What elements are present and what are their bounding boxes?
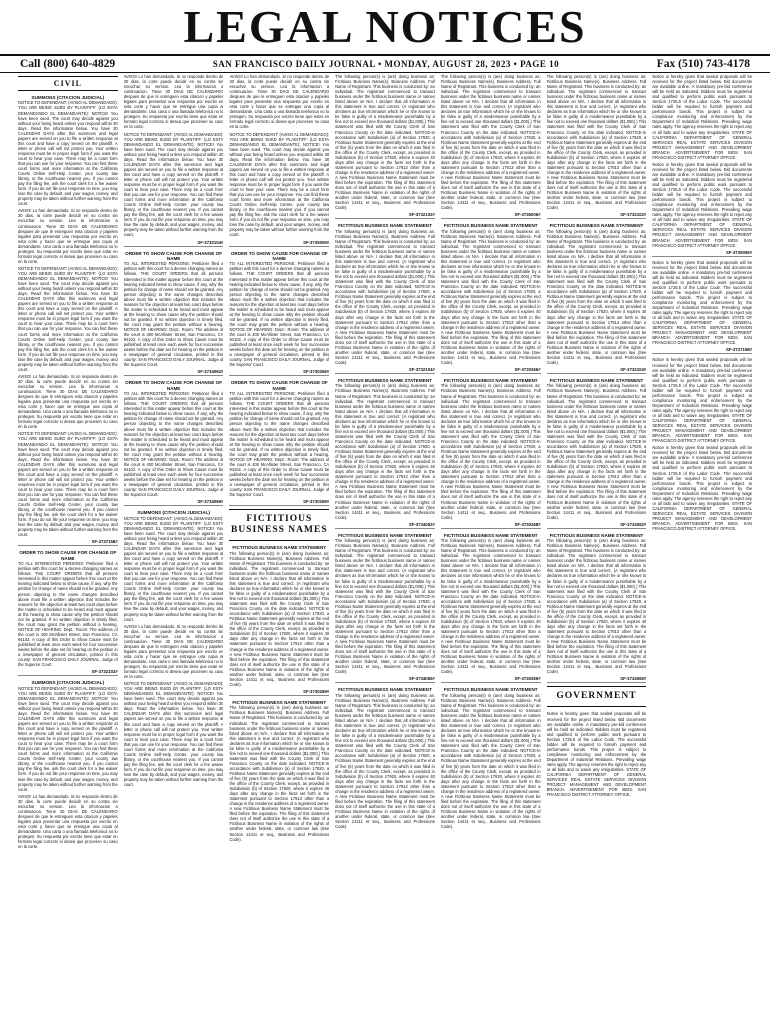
notice-body: The following person(s) is (are) doing business as: Fictitious Business Name(s). Business Address. Full Name of Registrant. This business is conducted by: an individual. The registrant commenced to transact business under the fictitious business name or names listed above on N/A. I declare that all information in this statement is true and correct. (A registrant who declares as true information which he or she knows to be false is guilty of a misdemeanor punishable by a fine not to exceed one thousand dollars ($1,000).) This statement was filed with the County Clerk of San Francisco County on the date indicated. NOTICE-In accordance with Subdivision (a) of Section 17920, a Fictitious Name Statement generally expires at the end of five (5) years from the date on which it was filed in the office of the County Clerk, except, as provided in Subdivision (b) of Section 17920, where it expires 40 days after any change in the facts set forth in the statement pursuant to Section 17913 other than a change in the residence address of a registered owner. A new Fictitious Business Name Statement must be filed before the expiration. The filing of this statement does not of itself authorize the use in this state of a Fictitious Business Name in violation of the rights of another under federal, state, or common law (See Section 14411 et seq., Business and Professions Code). (335, 383, 435, 520)
column-1 (18, 74, 118, 1018)
notice-heading: FICTITIOUS BUSINESS NAME STATEMENT (443, 378, 538, 384)
notice-heading: FICTITIOUS BUSINESS NAME STATEMENT (232, 545, 327, 551)
notice-body: The following person(s) is (are) doing business as: Fictitious Business Name(s). Business Address. Full Name of Registrant. This business is conducted by: an individual. The registrant commenced to transact business under the fictitious business name or names listed above on N/A. I declare that all information in this statement is true and correct. (A registrant who declares as true information which he or she knows to be false is guilty of a misdemeanor punishable by a fine not to exceed one thousand dollars ($1,000).) This statement was filed with the County Clerk of San Francisco County on the date indicated. NOTICE-In accordance with Subdivision (a) of Section 17920, a Fictitious Name Statement generally expires at the end of five (5) years from the date on which it was filed in the office of the County Clerk, except, as provided in Subdivision (b) of Section 17920, where it expires 40 days after any change in the facts set forth in the statement pursuant to Section 17913 other than a change in the residence address of a registered owner. A new Fictitious Business Name Statement must be filed before the expiration. The filing of this statement does not of itself authorize the use in this state of a Fictitious Business Name in violation of the rights of another under federal, state, or common law (See Section 14411 et seq., Business and Professions Code). (335, 74, 435, 211)
ad-number: SF-3732102# (18, 669, 118, 676)
ad-number: SF-3732104# (124, 240, 224, 247)
ad-number: SF-3734062# (547, 522, 647, 529)
ad-number: SF-3732104# (547, 367, 647, 374)
notice-body: TO ALL INTERESTED PERSONS: Petitioner filed a petition with this court for a decree changing names as follows. THE COURT ORDERS that all persons interested in this matter appear before this court at the hearing indicated below to show cause, if any, why the petition for change of name should not be granted. Any person objecting to the name changes described above must file a written objection that includes the reasons for the objection at least two court days before the matter is scheduled to be heard and must appear at the hearing to show cause why the petition should not be granted. If no written objection is timely filed, the court may grant the petition without a hearing. NOTICE OF HEARING: Dept.: Room: The address of the court is 400 McAllister Street, San Francisco, CA 94102. A copy of this Order to Show Cause must be published at least once each week for four successive weeks before the date set for hearing on the petition in a newspaper of general circulation, printed in this county: SAN FRANCISCO DAILY JOURNAL. Judge of the Superior Court. (123, 261, 224, 368)
notice-body: Notice is hereby given that sealed proposals will be received for the project listed below. Bid documents are available online. A mandatory pre-bid conference will be held as indicated. Bidders must be registered and qualified to perform public work pursuant to Section 1725.5 of the Labor Code. The successful bidder will be required to furnish payment and performance bonds. This project is subject to compliance monitoring and enforcement by the Department of Industrial Relations. Prevailing wage rates apply. The agency reserves the right to reject any or all bids and to waive any irregularities. STATE OF CALIFORNIA DEPARTMENT OF GENERAL SERVICES REAL ESTATE SERVICES DIVISION PROJECT MANAGEMENT AND DEVELOPMENT BRANCH. ADVERTISEMENT FOR BIDS. SAN FRANCISCO DISTRICT ATTORNEY OFFICE. (652, 161, 753, 248)
ad-number: SF-3734065# (124, 499, 224, 506)
ad-number: SF-3730268# (229, 499, 329, 506)
info-bar (0, 54, 770, 73)
notice-body: NOTICE TO DEFENDANT: (AVISO AL DEMANDADO): YOU ARE BEING SUED BY PLAINTIFF: (LO ESTA DEMANDANDO EL DEMANDANTE): NOTICE! You have been sued. The court may decide against you without your being heard unless you respond within 30 days. Read the information below. You have 30 CALENDAR DAYS after this summons and legal papers are served on you to file a written response at this court and have a copy served on the plaintiff. A letter or phone call will not protect you. Your written response must be in proper legal form if you want the court to hear your case. There may be a court form that you can use for your response. You can find these court forms and more information at the California Courts Online Self-Help Center, your county law library, or the courthouse nearest you. If you cannot pay the filing fee, ask the court clerk for a fee waiver form. If you do not file your response on time, you may lose the case by default, and your wages, money, and property may be taken without further warning from the court. (18, 685, 118, 792)
notice-heading: ORDER TO SHOW CAUSE FOR CHANGE OF NAME (19, 550, 117, 561)
notice-body: NOTICE TO DEFENDANT: (AVISO AL DEMANDADO): YOU ARE BEING SUED BY PLAINTIFF: (LO ESTA DEMANDANDO EL DEMANDANTE): NOTICE! You have been sued. The court may decide against you without your being heard unless you respond within 30 days. Read the information below. You have 30 CALENDAR DAYS after this summons and legal papers are served on you to file a written response at this court and have a copy served on the plaintiff. A letter or phone call will not protect you. Your written response must be in proper legal form if you want the court to hear your case. There may be a court form that you can use for your response. You can find these court forms and more information at the California Courts Online Self-Help Center, your county law library, or the courthouse nearest you. If you cannot pay the filing fee, ask the court clerk for a fee waiver form. If you do not file your response on time, you may lose the case by default, and your wages, money, and property may be taken without further warning from the court. (18, 265, 118, 372)
ad-number: SF-3734062# (124, 369, 224, 376)
notice-body: AVISO! Lo han demandado. Si no responde dentro de 30 dias, la corte puede decidir en su contra sin escuchar su version. Lea la informacion a continuacion. Tiene 30 DIAS DE CALENDARIO despues de que le entreguen esta citacion y papeles legales para presentar una respuesta por escrito en esta corte y hacer que se entregue una copia al demandante. Una carta o una llamada telefonica no lo protegen. Su respuesta por escrito tiene que estar en formato legal correcto si desea que procesen su caso en la corte. (18, 208, 118, 264)
notice-body: The following person(s) is (are) doing business as: Fictitious Business Name(s). Business Address. Full Name of Registrant. This business is conducted by: an individual. The registrant commenced to transact business under the fictitious business name or names listed above on N/A. I declare that all information in this statement is true and correct. (A registrant who declares as true information which he or she knows to be false is guilty of a misdemeanor punishable by a fine not to exceed one thousand dollars ($1,000).) This statement was filed with the County Clerk of San Francisco County on the date indicated. NOTICE-In accordance with Subdivision (a) of Section 17920, a Fictitious Name Statement generally expires at the end of five (5) years from the date on which it was filed in the office of the County Clerk, except, as provided in Subdivision (b) of Section 17920, where it expires 40 days after any change in the facts set forth in the statement pursuant to Section 17913 other than a change in the residence address of a registered owner. A new Fictitious Business Name Statement must be filed before the expiration. The filing of this statement does not of itself authorize the use in this state of a Fictitious Business Name in violation of the rights of another under federal, state, or common law (See Section 14411 et seq., Business and Professions Code). (229, 705, 330, 842)
notice-body: The following person(s) is (are) doing business as: Fictitious Business Name(s). Business Address. Full Name of Registrant. This business is conducted by: an individual. The registrant commenced to transact business under the fictitious business name or names listed above on N/A. I declare that all information in this statement is true and correct. (A registrant who declares as true information which he or she knows to be false is guilty of a misdemeanor punishable by a fine not to exceed one thousand dollars ($1,000).) This statement was filed with the County Clerk of San Francisco County on the date indicated. NOTICE-In accordance with Subdivision (a) of Section 17920, a Fictitious Name Statement generally expires at the end of five (5) years from the date on which it was filed in the office of the County Clerk, except, as provided in Subdivision (b) of Section 17920, where it expires 40 days after any change in the facts set forth in the statement pursuant to Section 17913 other than a change in the residence address of a registered owner. A new Fictitious Business Name Statement must be filed before the expiration. The filing of this statement does not of itself authorize the use in this state of a Fictitious Business Name in violation of the rights of another under federal, state, or common law (See Section 14411 et seq., Business and Professions Code). (440, 383, 541, 520)
column-3 (229, 74, 329, 1018)
ad-number: SF-3737158# (652, 347, 752, 354)
column-4 (335, 74, 435, 1018)
notice-heading: FICTITIOUS BUSINESS NAME STATEMENT (549, 378, 644, 384)
ad-number: SF-3735006# (441, 212, 541, 219)
notice-body: The following person(s) is (are) doing business as: Fictitious Business Name(s). Business Address. Full Name of Registrant. This business is conducted by: an individual. The registrant commenced to transact business under the fictitious business name or names listed above on N/A. I declare that all information in this statement is true and correct. (A registrant who declares as true information which he or she knows to be false is guilty of a misdemeanor punishable by a fine not to exceed one thousand dollars ($1,000).) This statement was filed with the County Clerk of San Francisco County on the date indicated. NOTICE-In accordance with Subdivision (a) of Section 17920, a Fictitious Name Statement generally expires at the end of five (5) years from the date on which it was filed in the office of the County Clerk, except, as provided in Subdivision (b) of Section 17920, where it expires 40 days after any change in the facts set forth in the statement pursuant to Section 17913 other than a change in the residence address of a registered owner. A new Fictitious Business Name Statement must be filed before the expiration. The filing of this statement does not of itself authorize the use in this state of a Fictitious Business Name in violation of the rights of another under federal, state, or common law (See Section 14411 et seq., Business and Professions Code). (335, 228, 435, 365)
notice-heading: SUMMONS (CITACION JUDICIAL) (137, 510, 210, 516)
ad-number: SF-3730266# (229, 369, 329, 376)
notice-heading: FICTITIOUS BUSINESS NAME STATEMENT (232, 699, 327, 705)
notice-body: TO ALL INTERESTED PERSONS: Petitioner filed a petition with this court for a decree changing names as follows. THE COURT ORDERS that all persons interested in this matter appear before this court at the hearing indicated below to show cause, if any, why the petition for change of name should not be granted. Any person objecting to the name changes described above must file a written objection that includes the reasons for the objection at least two court days before the matter is scheduled to be heard and must appear at the hearing to show cause why the petition should not be granted. If no written objection is timely filed, the court may grant the petition without a hearing. NOTICE OF HEARING: Dept.: Room: The address of the court is 400 McAllister Street, San Francisco, CA 94102. A copy of this Order to Show Cause must be published at least once each week for four successive weeks before the date set for hearing on the petition in a newspaper of general circulation, printed in this county: SAN FRANCISCO DAILY JOURNAL. Judge of the Superior Court. (229, 261, 330, 368)
ad-number: SF-3732102# (335, 212, 435, 219)
notice-body: TO ALL INTERESTED PERSONS: Petitioner filed a petition with this court for a decree changing names as follows. THE COURT ORDERS that all persons interested in this matter appear before this court at the hearing indicated below to show cause, if any, why the petition for change of name should not be granted. Any person objecting to the name changes described above must file a written objection that includes the reasons for the objection at least two court days before the matter is scheduled to be heard and must appear at the hearing to show cause why the petition should not be granted. If no written objection is timely filed, the court may grant the petition without a hearing. NOTICE OF HEARING: Dept.: Room: The address of the court is 400 McAllister Street, San Francisco, CA 94102. A copy of this Order to Show Cause must be published at least once each week for four successive weeks before the date set for hearing on the petition in a newspaper of general circulation, printed in this county: SAN FRANCISCO DAILY JOURNAL. Judge of the Superior Court. (18, 561, 118, 668)
notice-body: AVISO! Lo han demandado. Si no responde dentro de 30 dias, la corte puede decidir en su contra sin escuchar su version. Lea la informacion a continuacion. Tiene 30 DIAS DE CALENDARIO despues de que le entreguen esta citacion y papeles legales para presentar una respuesta por escrito en esta corte y hacer que se entregue una copia al demandante. Una carta o una llamada telefonica no lo protegen. Su respuesta por escrito tiene que estar en formato legal correcto si desea que procesen su caso en la corte. (123, 623, 224, 680)
ad-number: SF-3730266# (441, 367, 541, 374)
notice-body: The following person(s) is (are) doing business as: Fictitious Business Name(s). Business Address. Full Name of Registrant. This business is conducted by: an individual. The registrant commenced to transact business under the fictitious business name or names listed above on N/A. I declare that all information in this statement is true and correct. (A registrant who declares as true information which he or she knows to be false is guilty of a misdemeanor punishable by a fine not to exceed one thousand dollars ($1,000).) This statement was filed with the County Clerk of San Francisco County on the date indicated. NOTICE-In accordance with Subdivision (a) of Section 17920, a Fictitious Name Statement generally expires at the end of five (5) years from the date on which it was filed in the office of the County Clerk, except, as provided in Subdivision (b) of Section 17920, where it expires 40 days after any change in the facts set forth in the statement pursuant to Section 17913 other than a change in the residence address of a registered owner. A new Fictitious Business Name Statement must be filed before the expiration. The filing of this statement does not of itself authorize the use in this state of a Fictitious Business Name in violation of the rights of another under federal, state, or common law (See Section 14411 et seq., Business and Professions Code). (546, 538, 647, 675)
notice-body: AVISO! Lo han demandado. Si no responde dentro de 30 dias, la corte puede decidir en su contra sin escuchar su version. Lea la informacion a continuacion. Tiene 30 DIAS DE CALENDARIO despues de que le entreguen esta citacion y papeles legales para presentar una respuesta por escrito en esta corte y hacer que se entregue una copia al demandante. Una carta o una llamada telefonica no lo protegen. Su respuesta por escrito tiene que estar en formato legal correcto si desea que procesen su caso en la corte. (18, 373, 118, 430)
notice-heading: ORDER TO SHOW CAUSE FOR CHANGE OF NAME (125, 380, 223, 391)
notice-heading: FICTITIOUS BUSINESS NAME STATEMENT (549, 223, 644, 229)
notice-body: NOTICE TO DEFENDANT: (AVISO AL DEMANDADO): YOU ARE BEING SUED BY PLAINTIFF: (LO ESTA DEMANDANDO EL DEMANDANTE): NOTICE! You have been sued. The court may decide against you without your being heard unless you respond within 30 days. Read the information below. You have 30 CALENDAR DAYS after this summons and legal papers are served on you to file a written response at this court and have a copy served on the plaintiff. A letter or phone call will not protect you. Your written response must be in proper legal form if you want the court to hear your case. There may be a court form that you can use for your response. You can find these court forms and more information at the California Courts Online Self-Help Center, your county law library, or the courthouse nearest you. If you cannot pay the filing fee, ask the court clerk for a fee waiver form. If you do not file your response on time, you may lose the case by default, and your wages, money, and property may be taken without further warning from the court. (18, 431, 118, 538)
ad-number: SF-3732102# (547, 212, 647, 219)
fax-number: Fax (510) 743-4178 (656, 58, 750, 70)
column-7 (652, 74, 752, 1018)
notice-columns (18, 74, 752, 1018)
notice-heading: FICTITIOUS BUSINESS NAME STATEMENT (338, 378, 432, 384)
notice-body: AVISO! Lo han demandado. Si no responde dentro de 30 dias, la corte puede decidir en su contra sin escuchar su version. Lea la informacion a continuacion. Tiene 30 DIAS DE CALENDARIO despues de que le entreguen esta citacion y papeles legales para presentar una respuesta por escrito en esta corte y hacer que se entregue una copia al demandante. Una carta o una llamada telefonica no lo protegen. Su respuesta por escrito tiene que estar en formato legal correcto si desea que procesen su caso en la corte. (229, 74, 330, 130)
notice-body: The following person(s) is (are) doing business as: Fictitious Business Name(s). Business Address. Full Name of Registrant. This business is conducted by: an individual. The registrant commenced to transact business under the fictitious business name or names listed above on N/A. I declare that all information in this statement is true and correct. (A registrant who declares as true information which he or she knows to be false is guilty of a misdemeanor punishable by a fine not to exceed one thousand dollars ($1,000).) This statement was filed with the County Clerk of San Francisco County on the date indicated. NOTICE-In accordance with Subdivision (a) of Section 17920, a Fictitious Name Statement generally expires at the end of five (5) years from the date on which it was filed in the office of the County Clerk, except, as provided in Subdivision (b) of Section 17920, where it expires 40 days after any change in the facts set forth in the statement pursuant to Section 17913 other than a change in the residence address of a registered owner. A new Fictitious Business Name Statement must be filed before the expiration. The filing of this statement does not of itself authorize the use in this state of a Fictitious Business Name in violation of the rights of another under federal, state, or common law (See Section 14411 et seq., Business and Professions Code). (440, 74, 541, 211)
notice-heading: ORDER TO SHOW CAUSE FOR CHANGE OF NAME (125, 250, 223, 261)
notice-body: The following person(s) is (are) doing business as: Fictitious Business Name(s). Business Address. Full Name of Registrant. This business is conducted by: an individual. The registrant commenced to transact business under the fictitious business name or names listed above on N/A. I declare that all information in this statement is true and correct. (A registrant who declares as true information which he or she knows to be false is guilty of a misdemeanor punishable by a fine not to exceed one thousand dollars ($1,000).) This statement was filed with the County Clerk of San Francisco County on the date indicated. NOTICE-In accordance with Subdivision (a) of Section 17920, a Fictitious Name Statement generally expires at the end of five (5) years from the date on which it was filed in the office of the County Clerk, except, as provided in Subdivision (b) of Section 17920, where it expires 40 days after any change in the facts set forth in the statement pursuant to Section 17913 other than a change in the residence address of a registered owner. A new Fictitious Business Name Statement must be filed before the expiration. The filing of this statement does not of itself authorize the use in this state of a Fictitious Business Name in violation of the rights of another under federal, state, or common law (See Section 14411 et seq., Business and Professions Code). (546, 383, 647, 520)
edition-info: SAN FRANCISCO DAILY JOURNAL • MONDAY, AUGUST 28, 2023 • PAGE 10 (212, 59, 560, 69)
notice-heading: FICTITIOUS BUSINESS NAME STATEMENT (338, 687, 432, 693)
ad-number: SF-3732104# (335, 367, 435, 374)
notice-body: Notice is hereby given that sealed proposals will be received for the project listed below. Bid documents are available online. A mandatory pre-bid conference will be held as indicated. Bidders must be registered and qualified to perform public work pursuant to Section 1725.5 of the Labor Code. The successful bidder will be required to furnish payment and performance bonds. This project is subject to compliance monitoring and enforcement by the Department of Industrial Relations. Prevailing wage rates apply. The agency reserves the right to reject any or all bids and to waive any irregularities. STATE OF CALIFORNIA DEPARTMENT OF GENERAL SERVICES REAL ESTATE SERVICES DIVISION PROJECT MANAGEMENT AND DEVELOPMENT BRANCH. ADVERTISEMENT FOR BIDS. SAN FRANCISCO DISTRICT ATTORNEY OFFICE. (652, 259, 753, 346)
ad-number: SF-3730269# (441, 676, 541, 683)
notice-heading: ORDER TO SHOW CAUSE FOR CHANGE OF NAME (230, 380, 328, 391)
notice-body: The following person(s) is (are) doing business as: Fictitious Business Name(s). Business Address. Full Name of Registrant. This business is conducted by: an individual. The registrant commenced to transact business under the fictitious business name or names listed above on N/A. I declare that all information in this statement is true and correct. (A registrant who declares as true information which he or she knows to be false is guilty of a misdemeanor punishable by a fine not to exceed one thousand dollars ($1,000).) This statement was filed with the County Clerk of San Francisco County on the date indicated. NOTICE-In accordance with Subdivision (a) of Section 17920, a Fictitious Name Statement generally expires at the end of five (5) years from the date on which it was filed in the office of the County Clerk, except, as provided in Subdivision (b) of Section 17920, where it expires 40 days after any change in the facts set forth in the statement pursuant to Section 17913 other than a change in the residence address of a registered owner. A new Fictitious Business Name Statement must be filed before the expiration. The filing of this statement does not of itself authorize the use in this state of a Fictitious Business Name in violation of the rights of another under federal, state, or common law (See Section 14411 et seq., Business and Professions Code). (440, 228, 541, 365)
notice-body: AVISO! Lo han demandado. Si no responde dentro de 30 dias, la corte puede decidir en su contra sin escuchar su version. Lea la informacion a continuacion. Tiene 30 DIAS DE CALENDARIO despues de que le entreguen esta citacion y papeles legales para presentar una respuesta por escrito en esta corte y hacer que se entregue una copia al demandante. Una carta o una llamada telefonica no lo protegen. Su respuesta por escrito tiene que estar en formato legal correcto si desea que procesen su caso en la corte. (123, 74, 224, 130)
notice-body: NOTICE TO DEFENDANT: (AVISO AL DEMANDADO): YOU ARE BEING SUED BY PLAINTIFF: (LO ESTA DEMANDANDO EL DEMANDANTE): NOTICE! You have been sued. The court may decide against you without your being heard unless you respond within 30 days. Read the information below. You have 30 CALENDAR DAYS after this summons and legal papers are served on you to file a written response at this court and have a copy served on the plaintiff. A letter or phone call will not protect you. Your written response must be in proper legal form if you want the court to hear your case. There may be a court form that you can use for your response. You can find these court forms and more information at the California Courts Online Self-Help Center, your county law library, or the courthouse nearest you. If you cannot pay the filing fee, ask the court clerk for a fee waiver form. If you do not file your response on time, you may lose the case by default, and your wages, money, and property may be taken without further warning from the court. (123, 131, 224, 238)
ad-number: SF-3730268# (441, 522, 541, 529)
notice-body: NOTICE TO DEFENDANT: (AVISO AL DEMANDADO): YOU ARE BEING SUED BY PLAINTIFF: (LO ESTA DEMANDANDO EL DEMANDANTE): NOTICE! You have been sued. The court may decide against you without your being heard unless you respond within 30 days. Read the information below. You have 30 CALENDAR DAYS after this summons and legal papers are served on you to file a written response at this court and have a copy served on the plaintiff. A letter or phone call will not protect you. Your written response must be in proper legal form if you want the court to hear your case. There may be a court form that you can use for your response. You can find these court forms and more information at the California Courts Online Self-Help Center, your county law library, or the courthouse nearest you. If you cannot pay the filing fee, ask the court clerk for a fee waiver form. If you do not file your response on time, you may lose the case by default, and your wages, money, and property may be taken without further warning from the court. (18, 100, 118, 207)
notice-body: Notice is hereby given that sealed proposals will be received for the project listed below. Bid documents are available online. A mandatory pre-bid conference will be held as indicated. Bidders must be registered and qualified to perform public work pursuant to Section 1725.5 of the Labor Code. The successful bidder will be required to furnish payment and performance bonds. This project is subject to compliance monitoring and enforcement by the Department of Industrial Relations. Prevailing wage rates apply. The agency reserves the right to reject any or all bids and to waive any irregularities. STATE OF CALIFORNIA DEPARTMENT OF GENERAL SERVICES REAL ESTATE SERVICES DIVISION PROJECT MANAGEMENT AND DEVELOPMENT BRANCH. ADVERTISEMENT FOR BIDS. SAN FRANCISCO DISTRICT ATTORNEY OFFICE. (546, 711, 647, 798)
notice-body: The following person(s) is (are) doing business as: Fictitious Business Name(s). Business Address. Full Name of Registrant. This business is conducted by: an individual. The registrant commenced to transact business under the fictitious business name or names listed above on N/A. I declare that all information in this statement is true and correct. (A registrant who declares as true information which he or she knows to be false is guilty of a misdemeanor punishable by a fine not to exceed one thousand dollars ($1,000).) This statement was filed with the County Clerk of San Francisco County on the date indicated. NOTICE-In accordance with Subdivision (a) of Section 17920, a Fictitious Name Statement generally expires at the end of five (5) years from the date on which it was filed in the office of the County Clerk, except, as provided in Subdivision (b) of Section 17920, where it expires 40 days after any change in the facts set forth in the statement pursuant to Section 17913 other than a change in the residence address of a registered owner. A new Fictitious Business Name Statement must be filed before the expiration. The filing of this statement does not of itself authorize the use in this state of a Fictitious Business Name in violation of the rights of another under federal, state, or common law (See Section 14411 et seq., Business and Professions Code). (440, 692, 541, 830)
notice-heading: FICTITIOUS BUSINESS NAME STATEMENT (443, 532, 538, 538)
column-6 (547, 74, 647, 1018)
notice-heading: FICTITIOUS BUSINESS NAME STATEMENT (549, 532, 644, 538)
notice-body: The following person(s) is (are) doing business as: Fictitious Business Name(s). Business Address. Full Name of Registrant. This business is conducted by: an individual. The registrant commenced to transact business under the fictitious business name or names listed above on N/A. I declare that all information in this statement is true and correct. (A registrant who declares as true information which he or she knows to be false is guilty of a misdemeanor punishable by a fine not to exceed one thousand dollars ($1,000).) This statement was filed with the County Clerk of San Francisco County on the date indicated. NOTICE-In accordance with Subdivision (a) of Section 17920, a Fictitious Name Statement generally expires at the end of five (5) years from the date on which it was filed in the office of the County Clerk, except, as provided in Subdivision (b) of Section 17920, where it expires 40 days after any change in the facts set forth in the statement pursuant to Section 17913 other than a change in the residence address of a registered owner. A new Fictitious Business Name Statement must be filed before the expiration. The filing of this statement does not of itself authorize the use in this state of a Fictitious Business Name in violation of the rights of another under federal, state, or common law (See Section 14411 et seq., Business and Professions Code). (546, 74, 647, 211)
notice-heading: FICTITIOUS BUSINESS NAME STATEMENT (443, 223, 538, 229)
notice-body: The following person(s) is (are) doing business as: Fictitious Business Name(s). Business Address. Full Name of Registrant. This business is conducted by: an individual. The registrant commenced to transact business under the fictitious business name or names listed above on N/A. I declare that all information in this statement is true and correct. (A registrant who declares as true information which he or she knows to be false is guilty of a misdemeanor punishable by a fine not to exceed one thousand dollars ($1,000).) This statement was filed with the County Clerk of San Francisco County on the date indicated. NOTICE-In accordance with Subdivision (a) of Section 17920, a Fictitious Name Statement generally expires at the end of five (5) years from the date on which it was filed in the office of the County Clerk, except, as provided in Subdivision (b) of Section 17920, where it expires 40 days after any change in the facts set forth in the statement pursuant to Section 17913 other than a change in the residence address of a registered owner. A new Fictitious Business Name Statement must be filed before the expiration. The filing of this statement does not of itself authorize the use in this state of a Fictitious Business Name in violation of the rights of another under federal, state, or common law (See Section 14411 et seq., Business and Professions Code). (546, 228, 647, 365)
notice-body: Notice is hereby given that sealed proposals will be received for the project listed below. Bid documents are available online. A mandatory pre-bid conference will be held as indicated. Bidders must be registered and qualified to perform public work pursuant to Section 1725.5 of the Labor Code. The successful bidder will be required to furnish payment and performance bonds. This project is subject to compliance monitoring and enforcement by the Department of Industrial Relations. Prevailing wage rates apply. The agency reserves the right to reject any or all bids and to waive any irregularities. STATE OF CALIFORNIA DEPARTMENT OF GENERAL SERVICES REAL ESTATE SERVICES DIVISION PROJECT MANAGEMENT AND DEVELOPMENT BRANCH. ADVERTISEMENT FOR BIDS. SAN FRANCISCO DISTRICT ATTORNEY OFFICE. (652, 357, 753, 444)
section-header-government: GOVERNMENT (547, 686, 647, 707)
masthead (0, 0, 770, 54)
ad-number: SF-3737158# (18, 539, 118, 546)
notice-body: TO ALL INTERESTED PERSONS: Petitioner filed a petition with this court for a decree changing names as follows. THE COURT ORDERS that all persons interested in this matter appear before this court at the hearing indicated below to show cause, if any, why the petition for change of name should not be granted. Any person objecting to the name changes described above must file a written objection that includes the reasons for the objection at least two court days before the matter is scheduled to be heard and must appear at the hearing to show cause why the petition should not be granted. If no written objection is timely filed, the court may grant the petition without a hearing. NOTICE OF HEARING: Dept.: Room: The address of the court is 400 McAllister Street, San Francisco, CA 94102. A copy of this Order to Show Cause must be published at least once each week for four successive weeks before the date set for hearing on the petition in a newspaper of general circulation, printed in this county: SAN FRANCISCO DAILY JOURNAL. Judge of the Superior Court. (123, 391, 224, 498)
section-header-civil: CIVIL (18, 76, 118, 91)
notice-body: TO ALL INTERESTED PERSONS: Petitioner filed a petition with this court for a decree changing names as follows. THE COURT ORDERS that all persons interested in this matter appear before this court at the hearing indicated below to show cause, if any, why the petition for change of name should not be granted. Any person objecting to the name changes described above must file a written objection that includes the reasons for the objection at least two court days before the matter is scheduled to be heard and must appear at the hearing to show cause why the petition should not be granted. If no written objection is timely filed, the court may grant the petition without a hearing. NOTICE OF HEARING: Dept.: Room: The address of the court is 400 McAllister Street, San Francisco, CA 94102. A copy of this Order to Show Cause must be published at least once each week for four successive weeks before the date set for hearing on the petition in a newspaper of general circulation, printed in this county: SAN FRANCISCO DAILY JOURNAL. Judge of the Superior Court. (229, 391, 330, 498)
notice-body: NOTICE TO DEFENDANT: (AVISO AL DEMANDADO): YOU ARE BEING SUED BY PLAINTIFF: (LO ESTA DEMANDANDO EL DEMANDANTE): NOTICE! You have been sued. The court may decide against you without your being heard unless you respond within 30 days. Read the information below. You have 30 CALENDAR DAYS after this summons and legal papers are served on you to file a written response at this court and have a copy served on the plaintiff. A letter or phone call will not protect you. Your written response must be in proper legal form if you want the court to hear your case. There may be a court form that you can use for your response. You can find these court forms and more information at the California Courts Online Self-Help Center, your county law library, or the courthouse nearest you. If you cannot pay the filing fee, ask the court clerk for a fee waiver form. If you do not file your response on time, you may lose the case by default, and your wages, money, and property may be taken without further warning from the court. (229, 131, 330, 238)
notice-body: NOTICE TO DEFENDANT: (AVISO AL DEMANDADO): YOU ARE BEING SUED BY PLAINTIFF: (LO ESTA DEMANDANDO EL DEMANDANTE): NOTICE! You have been sued. The court may decide against you without your being heard unless you respond within 30 days. Read the information below. You have 30 CALENDAR DAYS after this summons and legal papers are served on you to file a written response at this court and have a copy served on the plaintiff. A letter or phone call will not protect you. Your written response must be in proper legal form if you want the court to hear your case. There may be a court form that you can use for your response. You can find these court forms and more information at the California Courts Online Self-Help Center, your county law library, or the courthouse nearest you. If you cannot pay the filing fee, ask the court clerk for a fee waiver form. If you do not file your response on time, you may lose the case by default, and your wages, money, and property may be taken without further warning from the court. (123, 681, 224, 788)
notice-heading: SUMMONS (CITACION JUDICIAL) (31, 680, 105, 686)
notice-body: NOTICE TO DEFENDANT: (AVISO AL DEMANDADO): YOU ARE BEING SUED BY PLAINTIFF: (LO ESTA DEMANDANDO EL DEMANDANTE): NOTICE! You have been sued. The court may decide against you without your being heard unless you respond within 30 days. Read the information below. You have 30 CALENDAR DAYS after this summons and legal papers are served on you to file a written response at this court and have a copy served on the plaintiff. A letter or phone call will not protect you. Your written response must be in proper legal form if you want the court to hear your case. There may be a court form that you can use for your response. You can find these court forms and more information at the California Courts Online Self-Help Center, your county law library, or the courthouse nearest you. If you cannot pay the filing fee, ask the court clerk for a fee waiver form. If you do not file your response on time, you may lose the case by default, and your wages, money, and property may be taken without further warning from the court. (123, 515, 224, 622)
notice-heading: FICTITIOUS BUSINESS NAME STATEMENT (338, 223, 432, 229)
notice-body: Notice is hereby given that sealed proposals will be received for the project listed below. Bid documents are available online. A mandatory pre-bid conference will be held as indicated. Bidders must be registered and qualified to perform public work pursuant to Section 1725.5 of the Labor Code. The successful bidder will be required to furnish payment and performance bonds. This project is subject to compliance monitoring and enforcement by the Department of Industrial Relations. Prevailing wage rates apply. The agency reserves the right to reject any or all bids and to waive any irregularities. STATE OF CALIFORNIA DEPARTMENT OF GENERAL SERVICES REAL ESTATE SERVICES DIVISION PROJECT MANAGEMENT AND DEVELOPMENT BRANCH. ADVERTISEMENT FOR BIDS. SAN FRANCISCO DISTRICT ATTORNEY OFFICE. (652, 445, 753, 532)
ad-number: SF-3734065# (335, 676, 435, 683)
masthead-title: LEGAL NOTICES (183, 1, 587, 52)
notice-body: The following person(s) is (are) doing business as: Fictitious Business Name(s). Business Address. Full Name of Registrant. This business is conducted by: an individual. The registrant commenced to transact business under the fictitious business name or names listed above on N/A. I declare that all information in this statement is true and correct. (A registrant who declares as true information which he or she knows to be false is guilty of a misdemeanor punishable by a fine not to exceed one thousand dollars ($1,000).) This statement was filed with the County Clerk of San Francisco County on the date indicated. NOTICE-In accordance with Subdivision (a) of Section 17920, a Fictitious Name Statement generally expires at the end of five (5) years from the date on which it was filed in the office of the County Clerk, except, as provided in Subdivision (b) of Section 17920, where it expires 40 days after any change in the facts set forth in the statement pursuant to Section 17913 other than a change in the residence address of a registered owner. A new Fictitious Business Name Statement must be filed before the expiration. The filing of this statement does not of itself authorize the use in this state of a Fictitious Business Name in violation of the rights of another under federal, state, or common law (See Section 14411 et seq., Business and Professions Code). (335, 538, 435, 675)
ad-number: SF-3735006# (652, 250, 752, 257)
ad-number: SF-3734062# (335, 522, 435, 529)
notice-body: The following person(s) is (are) doing business as: Fictitious Business Name(s). Business Address. Full Name of Registrant. This business is conducted by: an individual. The registrant commenced to transact business under the fictitious business name or names listed above on N/A. I declare that all information in this statement is true and correct. (A registrant who declares as true information which he or she knows to be false is guilty of a misdemeanor punishable by a fine not to exceed one thousand dollars ($1,000).) This statement was filed with the County Clerk of San Francisco County on the date indicated. NOTICE-In accordance with Subdivision (a) of Section 17920, a Fictitious Name Statement generally expires at the end of five (5) years from the date on which it was filed in the office of the County Clerk, except, as provided in Subdivision (b) of Section 17920, where it expires 40 days after any change in the facts set forth in the statement pursuant to Section 17913 other than a change in the residence address of a registered owner. A new Fictitious Business Name Statement must be filed before the expiration. The filing of this statement does not of itself authorize the use in this state of a Fictitious Business Name in violation of the rights of another under federal, state, or common law (See Section 14411 et seq., Business and Professions Code). (335, 692, 435, 830)
notice-heading: ORDER TO SHOW CAUSE FOR CHANGE OF NAME (230, 250, 328, 261)
notice-body: The following person(s) is (are) doing business as: Fictitious Business Name(s). Business Address. Full Name of Registrant. This business is conducted by: an individual. The registrant commenced to transact business under the fictitious business name or names listed above on N/A. I declare that all information in this statement is true and correct. (A registrant who declares as true information which he or she knows to be false is guilty of a misdemeanor punishable by a fine not to exceed one thousand dollars ($1,000).) This statement was filed with the County Clerk of San Francisco County on the date indicated. NOTICE-In accordance with Subdivision (a) of Section 17920, a Fictitious Name Statement generally expires at the end of five (5) years from the date on which it was filed in the office of the County Clerk, except, as provided in Subdivision (b) of Section 17920, where it expires 40 days after any change in the facts set forth in the statement pursuant to Section 17913 other than a change in the residence address of a registered owner. A new Fictitious Business Name Statement must be filed before the expiration. The filing of this statement does not of itself authorize the use in this state of a Fictitious Business Name in violation of the rights of another under federal, state, or common law (See Section 14411 et seq., Business and Professions Code). (229, 550, 330, 687)
notice-body: Notice is hereby given that sealed proposals will be received for the project listed below. Bid documents are available online. A mandatory pre-bid conference will be held as indicated. Bidders must be registered and qualified to perform public work pursuant to Section 1725.5 of the Labor Code. The successful bidder will be required to furnish payment and performance bonds. This project is subject to compliance monitoring and enforcement by the Department of Industrial Relations. Prevailing wage rates apply. The agency reserves the right to reject any or all bids and to waive any irregularities. STATE OF CALIFORNIA DEPARTMENT OF GENERAL SERVICES REAL ESTATE SERVICES DIVISION PROJECT MANAGEMENT AND DEVELOPMENT BRANCH. ADVERTISEMENT FOR BIDS. SAN FRANCISCO DISTRICT ATTORNEY OFFICE. (652, 74, 753, 160)
section-header-fictitious: FICTITIOUS BUSINESS NAMES (229, 509, 329, 541)
notice-heading: FICTITIOUS BUSINESS NAME STATEMENT (338, 532, 432, 538)
ad-number: SF-3730269# (229, 689, 329, 696)
notice-body: The following person(s) is (are) doing business as: Fictitious Business Name(s). Business Address. Full Name of Registrant. This business is conducted by: an individual. The registrant commenced to transact business under the fictitious business name or names listed above on N/A. I declare that all information in this statement is true and correct. (A registrant who declares as true information which he or she knows to be false is guilty of a misdemeanor punishable by a fine not to exceed one thousand dollars ($1,000).) This statement was filed with the County Clerk of San Francisco County on the date indicated. NOTICE-In accordance with Subdivision (a) of Section 17920, a Fictitious Name Statement generally expires at the end of five (5) years from the date on which it was filed in the office of the County Clerk, except, as provided in Subdivision (b) of Section 17920, where it expires 40 days after any change in the facts set forth in the statement pursuant to Section 17913 other than a change in the residence address of a registered owner. A new Fictitious Business Name Statement must be filed before the expiration. The filing of this statement does not of itself authorize the use in this state of a Fictitious Business Name in violation of the rights of another under federal, state, or common law (See Section 14411 et seq., Business and Professions Code). (440, 538, 541, 675)
notice-heading: SUMMONS (CITACION JUDICIAL) (31, 95, 105, 100)
ad-number: SF-3734065# (547, 676, 647, 683)
notice-heading: FICTITIOUS BUSINESS NAME STATEMENT (443, 687, 538, 693)
column-2 (124, 74, 224, 1018)
ad-number: SF-3735006# (229, 240, 329, 247)
phone-number: Call (800) 640-4829 (20, 58, 116, 70)
column-5 (441, 74, 541, 1018)
notice-body: AVISO! Lo han demandado. Si no responde dentro de 30 dias, la corte puede decidir en su contra sin escuchar su version. Lea la informacion a continuacion. Tiene 30 DIAS DE CALENDARIO despues de que le entreguen esta citacion y papeles legales para presentar una respuesta por escrito en esta corte y hacer que se entregue una copia al demandante. Una carta o una llamada telefonica no lo protegen. Su respuesta por escrito tiene que estar en formato legal correcto si desea que procesen su caso en la corte. (18, 793, 118, 850)
